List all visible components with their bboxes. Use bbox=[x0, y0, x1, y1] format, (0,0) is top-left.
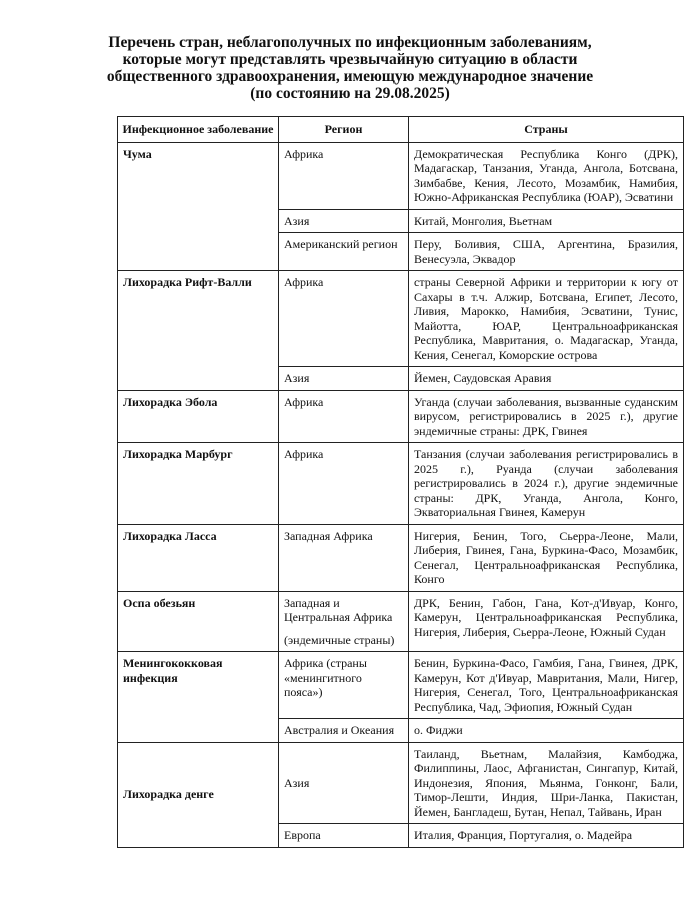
countries-cell: Италия, Франция, Португалия, о. Мадейра bbox=[409, 824, 684, 848]
table-row bbox=[118, 591, 684, 652]
table-row bbox=[118, 443, 684, 525]
disease-cell: Менингококковая инфекция bbox=[118, 652, 279, 743]
header-disease: Инфекционное заболевание bbox=[118, 117, 279, 143]
countries-cell: о. Фиджи bbox=[409, 719, 684, 743]
countries-cell: Танзания (случаи заболевания регистрировались в 2025 г.), Руанда (случаи заболевания регистрировались в 2024 г.), другие эндемичные страны: ДРК, Уганда, Ангола, Конго, Экваториальная Гвинея, Камерун bbox=[409, 443, 684, 525]
countries-cell: Китай, Монголия, Вьетнам bbox=[409, 209, 684, 233]
disease-cell: Лихорадка Марбург bbox=[118, 443, 279, 525]
region-cell: Европа bbox=[279, 824, 409, 848]
region-cell: Африка bbox=[279, 443, 409, 525]
table-row bbox=[118, 142, 684, 209]
disease-cell: Лихорадка Эбола bbox=[118, 390, 279, 443]
region-text: Западная и Центральная Африка bbox=[284, 595, 393, 624]
region-cell: Азия bbox=[279, 742, 409, 824]
countries-cell: Нигерия, Бенин, Того, Сьерра-Леоне, Мали, Либерия, Гвинея, Гана, Буркина-Фасо, Мозамбик, Сенегал, Центральноафриканская Республика, Конго bbox=[409, 524, 684, 591]
disease-cell: Лихорадка Ласса bbox=[118, 524, 279, 591]
table-row bbox=[118, 652, 684, 719]
header-row bbox=[118, 117, 684, 143]
disease-cell: Лихорадка денге bbox=[118, 742, 279, 847]
region-cell: Африка bbox=[279, 142, 409, 209]
table-row bbox=[118, 390, 684, 443]
countries-cell: Таиланд, Вьетнам, Малайзия, Камбоджа, Филиппины, Лаос, Афганистан, Сингапур, Китай, Индонезия, Япония, Мьянма, Гонконг, Бали, Тимор-Лешти, Индия, Шри-Ланка, Пакистан, Йемен, Бангладеш, Бутан, Непал, Тайвань, Иран bbox=[409, 742, 684, 824]
table-row bbox=[118, 742, 684, 824]
header-region: Регион bbox=[279, 117, 409, 143]
region-cell: Африка (страны «менингитного пояса») bbox=[279, 652, 409, 719]
title-line-4: (по состоянию на 29.08.2025) bbox=[250, 85, 450, 102]
countries-cell: ДРК, Бенин, Габон, Гана, Кот-д'Ивуар, Конго, Камерун, Центральноафриканская Республика, Нигерия, Либерия, Сьерра-Леоне, Южный Судан bbox=[409, 591, 684, 652]
region-cell: Азия bbox=[279, 367, 409, 391]
region-cell: Австралия и Океания bbox=[279, 719, 409, 743]
region-cell: Африка bbox=[279, 390, 409, 443]
title-line-3: общественного здравоохранения, имеющую международное значение bbox=[106, 68, 594, 85]
title-line-1: Перечень стран, неблагополучных по инфекционным заболеваниям, bbox=[108, 34, 592, 51]
table-row bbox=[118, 271, 684, 367]
region-cell bbox=[279, 591, 409, 652]
title-line-2: которые могут представлять чрезвычайную ситуацию в области bbox=[122, 51, 578, 68]
countries-cell: Перу, Боливия, США, Аргентина, Бразилия, Венесуэла, Эквадор bbox=[409, 233, 684, 271]
countries-cell: Уганда (случаи заболевания, вызванные суданским вирусом, регистрировались в 2025 г.), другие эндемичные страны: ДРК, Гвинея bbox=[409, 390, 684, 443]
table-row bbox=[118, 524, 684, 591]
disease-cell: Оспа обезьян bbox=[118, 591, 279, 652]
countries-cell: Йемен, Саудовская Аравия bbox=[409, 367, 684, 391]
disease-cell: Чума bbox=[118, 142, 279, 271]
region-cell: Азия bbox=[279, 209, 409, 233]
countries-cell: Демократическая Республика Конго (ДРК), Мадагаскар, Танзания, Уганда, Ангола, Ботсвана, Зимбабве, Кения, Лесото, Мозамбик, Намибия, Южно-Африканская Республика (ЮАР), Эсватини bbox=[409, 142, 684, 209]
document-title bbox=[40, 34, 660, 102]
region-cell: Американский регион bbox=[279, 233, 409, 271]
header-countries: Страны bbox=[409, 117, 684, 143]
region-cell: Западная Африка bbox=[279, 524, 409, 591]
countries-table bbox=[117, 116, 684, 848]
countries-cell: Бенин, Буркина-Фасо, Гамбия, Гана, Гвинея, ДРК, Камерун, Кот д'Ивуар, Мавритания, Мали, Нигер, Нигерия, Сенегал, Того, Центральноафриканская Республика, Чад, Эфиопия, Южный Судан bbox=[409, 652, 684, 719]
countries-cell: страны Северной Африки и территории к югу от Сахары в т.ч. Алжир, Ботсвана, Египет, Лесото, Ливия, Марокко, Намибия, Эсватини, Тунис, Майотта, ЮАР, Центральноафриканская Республика, Мавритания, о. Мадагаскар, Уганда, Кения, Сенегал, Коморские острова bbox=[409, 271, 684, 367]
region-cell: Африка bbox=[279, 271, 409, 367]
disease-cell: Лихорадка Рифт-Валли bbox=[118, 271, 279, 391]
region-note: (эндемичные страны) bbox=[284, 632, 395, 647]
